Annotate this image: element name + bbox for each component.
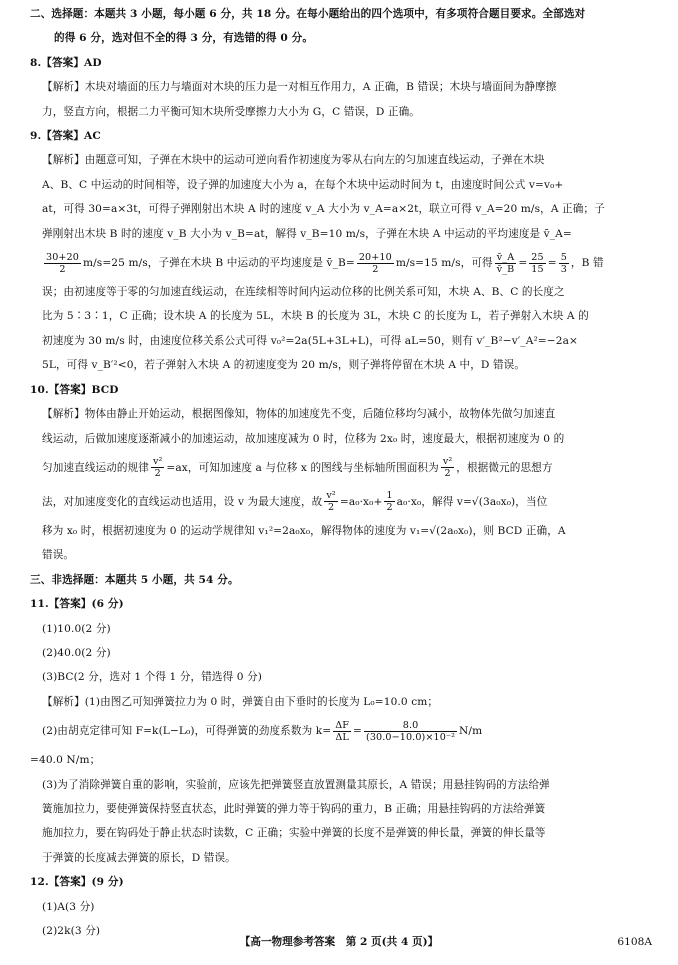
q12-answer: 12.【答案】(9 分) [30,876,124,889]
fraction-denominator: 2 [386,502,393,514]
q10-analysis-line6: 错误。 [42,549,75,562]
q11-analysis-line4: (3)为了消除弹簧自重的影响，实验前，应该先把弹簧竖直放置测量其原长，A 错误；用悬挂钩码的方法给弹 [42,778,550,791]
q9-analysis-line9: 5L，可得 v_B′²<0，若子弹射入木块 A 的初速度变为 20 m/s，则子弹将停留在木块 A 中，D 错误。 [42,359,526,372]
q11-analysis-line1: 【解析】(1)由图乙可知弹簧拉力为 0 时，弹簧自由下垂时的长度为 L₀=10.0 cm； [42,695,439,708]
q8-answer: 8.【答案】AD [30,56,102,69]
fraction-denominator: 3 [560,263,567,275]
q11-answer-part3: (3)BC(2 分，选对 1 个得 1 分，错选得 0 分) [42,671,263,684]
fraction-numerator: 20+10 [358,251,392,263]
footer-title: 【高一物理参考答案 第 2 页(共 4 页)】 [239,936,439,948]
q9-analysis-line7: 比为 5∶3∶1，C 正确；设木块 A 的长度为 5L，木块 B 的长度为 3L，木块 C 的长度为 L，若子弹射入木块 A 的 [42,310,589,323]
q11-analysis-line5: 簧施加拉力，要使弹簧保持竖直状态，此时弹簧的弹力等于钩码的重力，B 正确；用悬挂钩码的方法给弹簧 [42,802,546,815]
q11-text-segment: (2)由胡克定律可知 F=k(L−L₀)，可得弹簧的劲度系数为 k= [42,725,332,738]
q11-fraction [364,720,457,743]
q11-analysis-line2 [30,714,652,748]
q10-analysis-line5: 移为 x₀ 时，根据初速度为 0 的运动学规律知 v₁²=2a₀x₀，解得物体的速度为 v₁=√(2a₀x₀)，则 BCD 正确，A [42,524,566,537]
q9-analysis-line6: 误；由初速度等于零的匀加速直线运动，在连续相等时间内运动位移的比例关系可知，木块 A、B、C 的长度之 [42,286,565,299]
fraction-denominator: v̄_B [496,263,515,275]
fraction-numerator: 8.0 [364,720,457,732]
section3-heading: 三、非选择题：本题共 5 小题，共 54 分。 [30,573,239,586]
q10-text-segment: =a₀·x₀+ [339,495,383,508]
q9-fraction [495,252,517,275]
q9-text-segment: = [547,257,557,270]
fraction-denominator: 15 [531,263,544,275]
q10-text-segment: a₀·x₀，解得 v=√(3a₀x₀)，当位 [396,495,548,508]
q10-fraction [324,490,337,513]
footer-code: 6108A [617,936,652,948]
q11-text-segment: = [353,725,363,738]
q9-analysis-line5 [30,246,652,280]
fraction-numerator: v² [326,490,336,502]
q9-answer: 9.【答案】AC [30,130,101,143]
q10-text-segment: ，根据微元的思想方 [456,461,553,474]
fraction-numerator: 30+20 [46,251,79,263]
q9-analysis-line3: at，可得 30=a×3t，可得子弹刚射出木块 A 时的速度 v_A 大小为 v_A=a×2t，联立可得 v_A=20 m/s，A 正确；子 [42,203,605,216]
fraction-numerator: 5 [560,251,567,263]
q9-fraction [357,252,394,275]
answer-page [0,2,678,965]
q9-analysis-line4: 弹刚射出木块 B 时的速度 v_B 大小为 v_B=at，解得 v_B=10 m/s，子弹在木块 A 中运动的平均速度是 v̄_A= [42,227,572,240]
q12-answer-part1: (1)A(3 分) [42,900,95,913]
fraction-denominator: 2 [372,263,379,275]
q10-analysis-line4 [30,485,652,519]
q9-text-segment: m/s=15 m/s，可得 [395,257,493,270]
fraction-numerator: v² [442,456,453,468]
fraction-numerator: ΔF [335,719,350,731]
q10-analysis-line1: 【解析】物体由静止开始运动，根据图像知，物体的加速度先不变，后随位移均匀减小，故物体先做匀加速直 [42,408,556,421]
q10-fraction [441,456,454,479]
q11-answer-part2: (2)40.0(2 分) [42,646,111,659]
q11-fraction [333,720,351,743]
fraction-denominator: 2 [154,468,161,480]
q11-text-segment: N/m [459,725,483,738]
q9-fraction [559,252,569,275]
fraction-numerator: 25 [531,251,544,263]
q10-analysis-line3 [30,451,652,485]
fraction-denominator: 2 [59,263,66,275]
q8-analysis-line2: 力，竖直方向，根据二力平衡可知木块所受摩擦力大小为 G，C 错误，D 正确。 [42,105,420,118]
fraction-numerator: v² [152,456,163,468]
fraction-numerator: v̄_A [495,252,517,264]
q10-analysis-line2: 线运动，后做加速度逐渐减小的加速运动，故加速度减为 0 时，位移为 2x₀ 时，速度最大，根据初速度为 0 的 [42,432,565,445]
q9-text-segment: m/s=25 m/s，子弹在木块 B 中运动的平均速度是 v̄_B= [82,257,355,270]
fraction-numerator: 1 [386,490,393,502]
fraction-denominator: 2 [444,468,451,480]
q9-text-segment: ，B 错 [570,257,604,270]
q9-fraction [529,252,545,275]
q11-analysis-line6: 施加拉力，要在钩码处于静止状态时读数，C 正确；实验中弹簧的长度不是弹簧的伸长量，弹簧的伸长量等 [42,827,546,840]
q9-analysis-line1: 【解析】由题意可知，子弹在木块中的运动可逆向看作初速度为零从右向左的匀加速直线运动，子弹在木块 [42,154,545,167]
fraction-denominator: ΔL [335,731,349,743]
q8-analysis-line1: 【解析】木块对墙面的压力与墙面对木块的压力是一对相互作用力，A 正确，B 错误；木块与墙面间为静摩擦 [42,81,557,94]
q11-analysis-line3: =40.0 N/m； [30,754,101,767]
q11-analysis-line7: 于弹簧的长度减去弹簧的原长，D 错误。 [42,851,236,864]
q10-fraction [151,456,164,479]
fraction-denominator: 2 [328,502,335,514]
q10-text-segment: 匀加速直线运动的规律 [42,461,149,474]
q9-analysis-line8: 初速度为 30 m/s 时，由速度位移关系公式可得 v₀²=2a(5L+3L+L)，可得 aL=50，则有 v′_B²−v′_A²=−2a× [42,334,578,347]
section2-heading-line1: 二、选择题：本题共 3 小题，每小题 6 分，共 18 分。在每小题给出的四个选项中，有多项符合题目要求。全部选对 [30,8,586,20]
q9-analysis-line2: A、B、C 中运动的时间相等，设子弹的加速度大小为 a，在每个木块中运动时间为 t，由速度时间公式 v=v₀+ [42,178,564,191]
fraction-denominator: (30.0−10.0)×10⁻² [366,731,456,743]
q11-answer-part1: (1)10.0(2 分) [42,622,111,635]
q10-text-segment: 法，对加速度变化的直线运动也适用，设 v 为最大速度，故 [42,495,323,508]
q9-fraction [44,252,81,275]
q10-fraction [384,490,394,513]
section2-heading-line2: 的得 6 分，选对但不全的得 3 分，有选错的得 0 分。 [54,32,314,45]
q12-answer-part2: (2)2k(3 分) [42,925,101,937]
q10-answer: 10.【答案】BCD [30,383,119,396]
q11-answer: 11.【答案】(6 分) [30,598,124,611]
q9-text-segment: = [518,257,528,270]
q10-text-segment: =ax，可知加速度 a 与位移 x 的图线与坐标轴所围面积为 [166,461,439,474]
